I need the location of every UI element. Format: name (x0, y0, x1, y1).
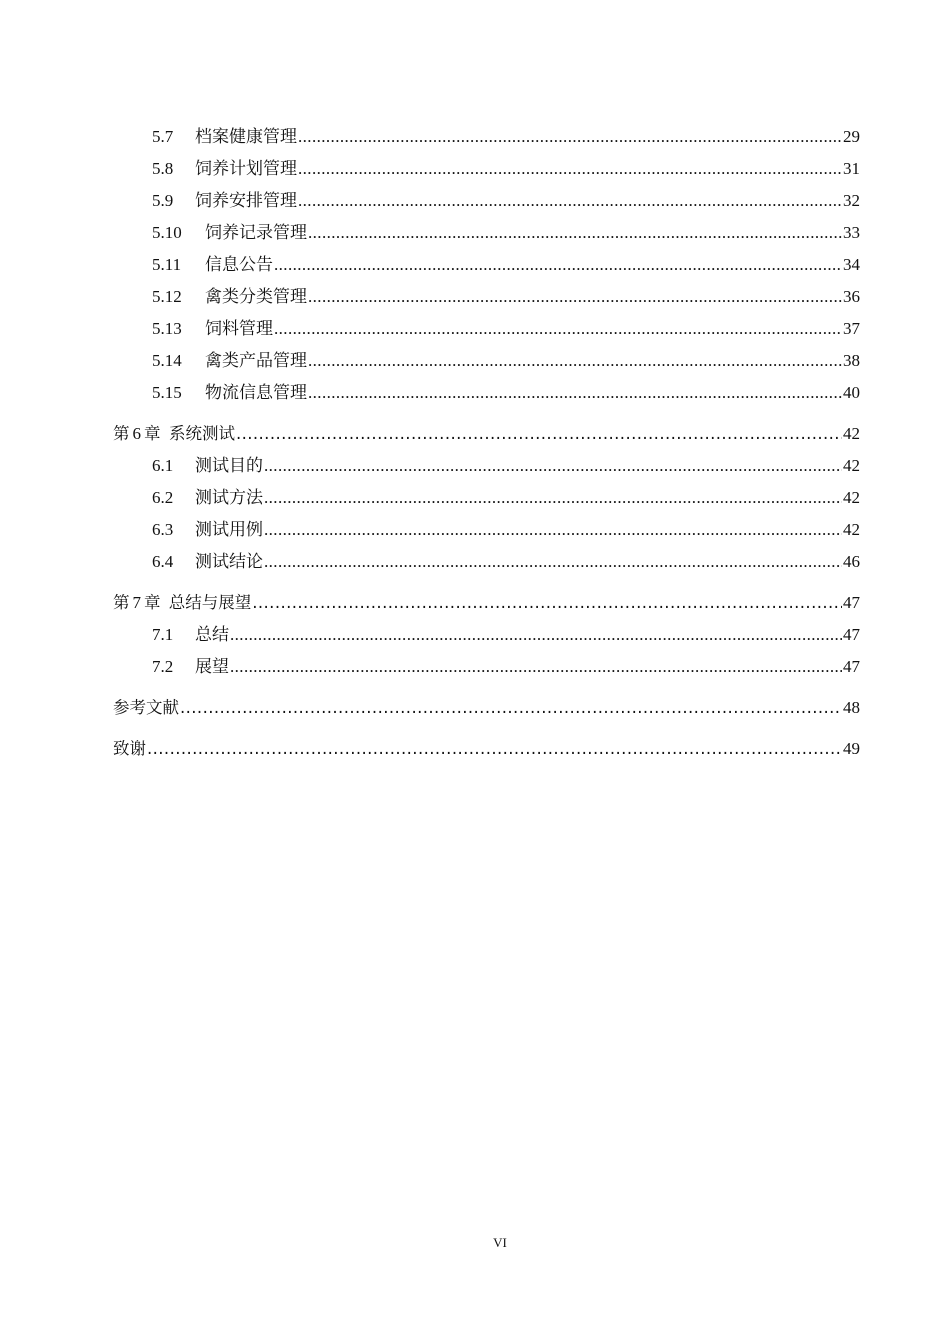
toc-entry-page: 46 (843, 552, 860, 571)
toc-entry-page: 42 (843, 424, 860, 443)
toc-chapter-number: 6 (132, 424, 141, 443)
toc-entry[interactable] (113, 450, 860, 482)
toc-leader-dots (308, 281, 842, 313)
toc-entry[interactable] (113, 249, 860, 281)
toc-entry-title: 物流信息管理 (205, 383, 307, 402)
toc-entry-title: 总结与展望 (168, 593, 252, 612)
toc-entry[interactable] (113, 281, 860, 313)
page-footer-number: VI (493, 1235, 507, 1250)
toc-entry-page: 38 (843, 351, 860, 370)
toc-entry[interactable] (113, 514, 860, 546)
toc-entry-number: 5.13 (152, 319, 182, 338)
toc-leader-dots (264, 450, 842, 482)
toc-entry-title: 档案健康管理 (195, 127, 297, 146)
toc-entry[interactable] (113, 377, 860, 409)
toc-entry-number: 7.1 (152, 625, 174, 644)
toc-entry-page: 47 (843, 593, 860, 612)
toc-entry-page: 42 (843, 488, 860, 507)
toc-entry-page: 37 (843, 319, 860, 338)
toc-entry-title: 展望 (195, 657, 229, 676)
toc-entry-number: 5.7 (152, 127, 174, 146)
toc-entry-title: 信息公告 (205, 255, 273, 274)
toc-entry-page: 34 (843, 255, 860, 274)
toc-entry-number: 5.10 (152, 223, 182, 242)
toc-entry-page: 36 (843, 287, 860, 306)
toc-entry-title: 测试方法 (195, 488, 263, 507)
toc-chapter-prefix: 第 (113, 593, 130, 612)
toc-entry-title: 禽类分类管理 (205, 287, 307, 306)
toc-leader-dots (180, 692, 842, 724)
toc-entry-page: 42 (843, 456, 860, 475)
toc-leader-dots (308, 217, 842, 249)
toc-chapter-entry[interactable] (113, 692, 860, 724)
toc-entry-page: 42 (843, 520, 860, 539)
toc-leader-dots (274, 249, 842, 281)
toc-leader-dots (298, 153, 842, 185)
toc-entry-title: 测试目的 (195, 456, 263, 475)
toc-leader-dots (236, 418, 842, 450)
toc-entry-number: 6.3 (152, 520, 174, 539)
toc-leader-dots (264, 546, 842, 578)
toc-entry-title: 饲养安排管理 (195, 191, 297, 210)
toc-entry-page: 47 (843, 657, 860, 676)
toc-entry-number: 5.15 (152, 383, 182, 402)
toc-chapter-prefix: 第 (113, 424, 130, 443)
toc-entry-number: 5.14 (152, 351, 182, 370)
toc-chapter-suffix: 章 (144, 593, 161, 612)
toc-leader-dots (298, 121, 842, 153)
toc-entry-number: 6.4 (152, 552, 174, 571)
toc-entry[interactable] (113, 482, 860, 514)
toc-entry-page: 33 (843, 223, 860, 242)
toc-entry-number: 6.2 (152, 488, 174, 507)
toc-entry-title: 参考文献 (113, 698, 179, 717)
toc-leader-dots (298, 185, 842, 217)
toc-entry-number: 5.12 (152, 287, 182, 306)
toc-entry[interactable] (113, 121, 860, 153)
table-of-contents (113, 121, 860, 765)
toc-entry-title: 系统测试 (168, 424, 235, 443)
toc-leader-dots (147, 733, 842, 765)
toc-entry-page: 48 (843, 698, 860, 717)
toc-entry[interactable] (113, 345, 860, 377)
toc-entry-number: 5.9 (152, 191, 174, 210)
toc-entry[interactable] (113, 185, 860, 217)
toc-chapter-entry[interactable] (113, 418, 860, 450)
toc-entry[interactable] (113, 651, 860, 683)
toc-chapter-number: 7 (132, 593, 141, 612)
toc-entry-page: 49 (843, 739, 860, 758)
toc-entry-number: 5.8 (152, 159, 174, 178)
toc-entry[interactable] (113, 619, 860, 651)
toc-entry-title: 饲料管理 (205, 319, 273, 338)
toc-entry-title: 总结 (195, 625, 229, 644)
toc-leader-dots (274, 313, 842, 345)
toc-leader-dots (308, 377, 842, 409)
toc-leader-dots (264, 514, 842, 546)
toc-entry[interactable] (113, 313, 860, 345)
toc-leader-dots (230, 651, 842, 683)
toc-chapter-entry[interactable] (113, 587, 860, 619)
toc-entry[interactable] (113, 546, 860, 578)
toc-entry-page: 47 (843, 625, 860, 644)
toc-entry[interactable] (113, 217, 860, 249)
toc-chapter-label (113, 587, 161, 619)
toc-entry-title: 测试结论 (195, 552, 263, 571)
toc-chapter-entry[interactable] (113, 733, 860, 765)
toc-entry-title: 饲养记录管理 (205, 223, 307, 242)
toc-chapter-label (113, 418, 161, 450)
toc-leader-dots (264, 482, 842, 514)
toc-entry-page: 31 (843, 159, 860, 178)
toc-entry-page: 40 (843, 383, 860, 402)
toc-entry-title: 禽类产品管理 (205, 351, 307, 370)
toc-leader-dots (308, 345, 842, 377)
toc-entry-title: 测试用例 (195, 520, 263, 539)
toc-leader-dots (230, 619, 842, 651)
toc-entry-page: 32 (843, 191, 860, 210)
toc-entry-title: 致谢 (113, 739, 146, 758)
toc-entry-number: 6.1 (152, 456, 174, 475)
toc-entry-number: 5.11 (152, 255, 182, 274)
toc-chapter-suffix: 章 (144, 424, 161, 443)
toc-leader-dots (252, 587, 842, 619)
toc-entry-title: 饲养计划管理 (195, 159, 297, 178)
toc-entry-page: 29 (843, 127, 860, 146)
toc-entry-number: 7.2 (152, 657, 174, 676)
toc-entry[interactable] (113, 153, 860, 185)
